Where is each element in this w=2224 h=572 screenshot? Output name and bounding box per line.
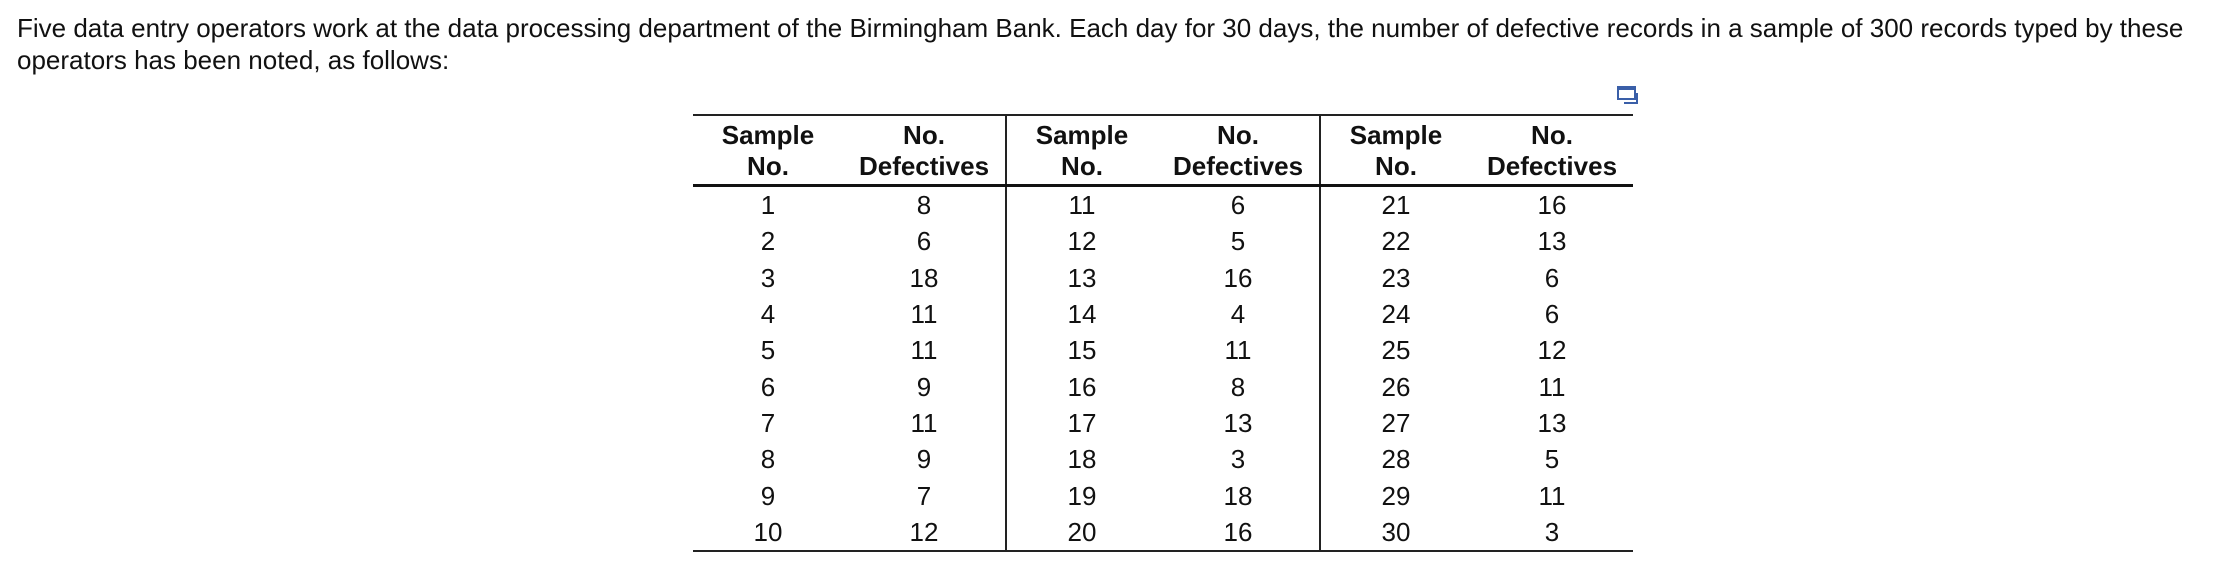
sample-number-cell: 10 — [753, 516, 783, 547]
defectives-count-cell: 11 — [910, 407, 938, 438]
sample-number-cell: 17 — [1006, 405, 1157, 441]
sample-number-cell: 14 — [1006, 296, 1157, 332]
sample-number-cell: 30 — [1320, 514, 1471, 551]
defectives-count-cell: 9 — [916, 444, 932, 475]
table-row — [693, 477, 1633, 513]
sample-number-cell: 23 — [1320, 260, 1471, 296]
sample-number-cell: 28 — [1320, 441, 1471, 477]
defectives-count-cell: 11 — [910, 299, 938, 330]
sample-number-cell: 18 — [1006, 441, 1157, 477]
header-no-defectives-2: No. Defectives — [1172, 120, 1304, 181]
defectives-count-cell: 5 — [1230, 226, 1246, 257]
defectives-count-cell: 11 — [1538, 480, 1566, 511]
sample-number-cell: 24 — [1320, 296, 1471, 332]
sample-number-cell: 4 — [760, 299, 776, 330]
header-no-defectives-1: No. Defectives — [858, 120, 990, 181]
defectives-count-cell: 3 — [1230, 444, 1246, 475]
sample-number-cell: 29 — [1320, 477, 1471, 513]
defectives-count-cell: 12 — [909, 516, 939, 547]
table-body — [693, 186, 1633, 551]
table-row — [693, 332, 1633, 368]
sample-number-cell: 6 — [760, 371, 776, 402]
sample-number-cell: 25 — [1320, 332, 1471, 368]
defectives-count-cell: 13 — [1537, 226, 1567, 257]
sample-number-cell: 8 — [760, 444, 776, 475]
defectives-count-cell: 11 — [1538, 371, 1566, 402]
header-sample-no-3: Sample No. — [1320, 115, 1471, 186]
defectives-count-cell: 16 — [1223, 262, 1253, 293]
defectives-table-container — [693, 114, 1633, 552]
table-row — [693, 296, 1633, 332]
table-row — [693, 405, 1633, 441]
table-row — [693, 223, 1633, 259]
defectives-count-cell: 11 — [910, 335, 938, 366]
sample-number-cell: 27 — [1320, 405, 1471, 441]
sample-number-cell: 22 — [1320, 223, 1471, 259]
defectives-count-cell: 4 — [1230, 299, 1246, 330]
sample-number-cell: 9 — [760, 480, 776, 511]
defectives-count-cell: 8 — [1230, 371, 1246, 402]
sample-number-cell: 12 — [1006, 223, 1157, 259]
defectives-count-cell: 18 — [1223, 480, 1253, 511]
defectives-count-cell: 13 — [1223, 407, 1253, 438]
table-row — [693, 514, 1633, 551]
defectives-count-cell: 13 — [1537, 407, 1567, 438]
defectives-count-cell: 8 — [916, 190, 932, 221]
header-sample-no-2: Sample No. — [1006, 115, 1157, 186]
sample-number-cell: 20 — [1006, 514, 1157, 551]
sample-number-cell: 3 — [760, 262, 776, 293]
sample-number-cell: 11 — [1006, 186, 1157, 224]
defectives-count-cell: 12 — [1537, 335, 1567, 366]
defectives-count-cell: 5 — [1544, 444, 1560, 475]
defectives-count-cell: 6 — [1230, 190, 1246, 221]
sample-number-cell: 21 — [1320, 186, 1471, 224]
header-sample-no-1: Sample No. — [721, 120, 815, 181]
defectives-count-cell: 6 — [1544, 262, 1560, 293]
defectives-count-cell: 9 — [916, 371, 932, 402]
sample-number-cell: 1 — [760, 190, 776, 221]
defectives-count-cell: 3 — [1544, 516, 1560, 547]
copy-table-icon[interactable] — [1617, 85, 1641, 107]
table-row — [693, 186, 1633, 224]
defectives-count-cell: 16 — [1537, 190, 1567, 221]
defectives-count-cell: 6 — [916, 226, 932, 257]
header-no-defectives-3: No. Defectives — [1486, 120, 1618, 181]
table-row — [693, 441, 1633, 477]
table-row — [693, 368, 1633, 404]
sample-number-cell: 16 — [1006, 368, 1157, 404]
problem-statement: Five data entry operators work at the data processing department of the Birmingham Bank. Each day for 30 days, the number of defective records in a sample of 300 records typed by these operators has been noted, as follows: — [17, 13, 2184, 75]
table-header-row — [693, 115, 1633, 186]
defectives-count-cell: 18 — [909, 262, 939, 293]
defectives-count-cell: 16 — [1223, 516, 1253, 547]
table-row — [693, 260, 1633, 296]
defectives-count-cell: 11 — [1224, 335, 1252, 366]
sample-number-cell: 13 — [1006, 260, 1157, 296]
defectives-count-cell: 7 — [916, 480, 932, 511]
sample-number-cell: 19 — [1006, 477, 1157, 513]
defectives-table — [693, 114, 1633, 552]
sample-number-cell: 5 — [760, 335, 776, 366]
defectives-count-cell: 6 — [1544, 299, 1560, 330]
sample-number-cell: 15 — [1006, 332, 1157, 368]
sample-number-cell: 26 — [1320, 368, 1471, 404]
sample-number-cell: 2 — [760, 226, 776, 257]
sample-number-cell: 7 — [760, 407, 776, 438]
